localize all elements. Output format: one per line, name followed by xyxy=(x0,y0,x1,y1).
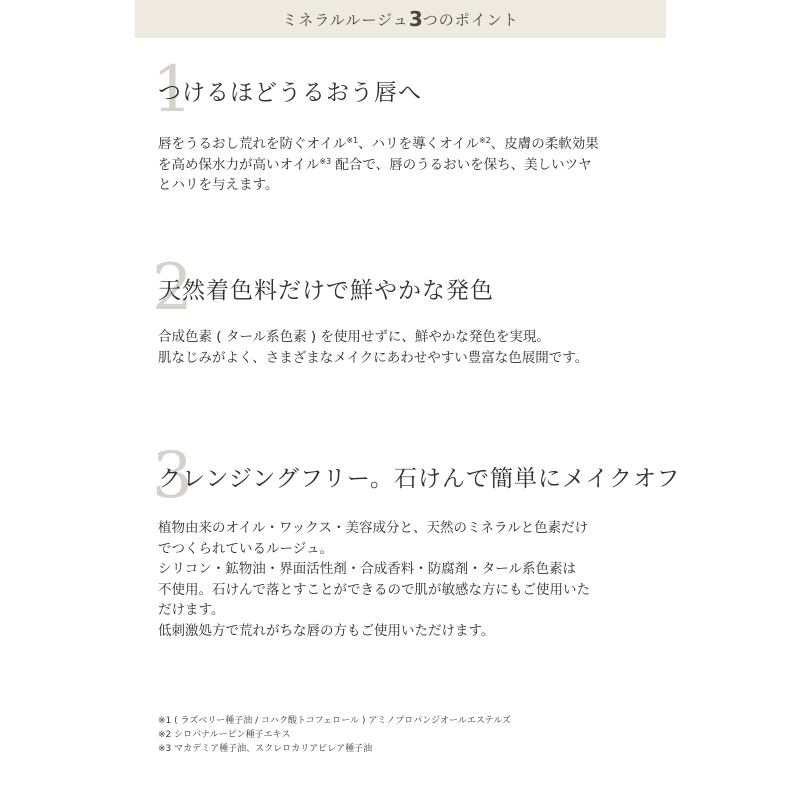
point-1-number: 1 xyxy=(152,53,193,127)
banner-prefix: ミネラルルージュ xyxy=(282,10,409,29)
points-banner xyxy=(135,0,666,38)
point-1-body xyxy=(158,134,678,196)
point-2-number: 2 xyxy=(152,251,193,325)
point-3-number: 3 xyxy=(152,439,193,513)
point-3-body xyxy=(158,518,678,641)
point-1-heading: つけるほどうるおう唇へ xyxy=(158,80,422,106)
point-3-heading: クレンジングフリー。石けんで簡単にメイクオフ xyxy=(158,466,681,492)
footnote-3: ※3 マカデミア種子油、スクレロカリアビレア種子油 xyxy=(158,744,373,754)
footnote-2: ※2 シロバナルーピン種子エキス xyxy=(158,730,291,740)
footnote-1: ※1 ( ラズベリー種子油 / コハク酸トコフェロール ) アミノプロパンジオールエステルズ xyxy=(158,716,511,726)
point-2-heading: 天然着色料だけで鮮やかな発色 xyxy=(158,278,494,304)
point-3-line-6: 低刺激処方で荒れがちな唇の方もご使用いただけます。 xyxy=(158,622,495,639)
point-1-line-3: とハリを与えます。 xyxy=(158,177,279,193)
point-1-line-2: を高め保水力が高いオイル$^{※3}$ 配合で、唇のうるおいを保ち、美しいツヤ xyxy=(158,156,592,173)
point-2-line-1: 合成色素 ( タール系色素 ) を使用せずに、鮮やかな発色を実現。 xyxy=(158,329,550,345)
footnotes xyxy=(158,714,511,756)
point-3-line-4: 不使用。石けんで落とすことができるので肌が敏感な方にもご使用いた xyxy=(158,581,590,598)
point-3-line-2: でつくられているルージュ。 xyxy=(158,540,333,557)
banner-suffix: つのポイント xyxy=(422,10,519,29)
point-2-line-2: 肌なじみがよく、さまざまなメイクにあわせやすい豊富な色展開です。 xyxy=(158,349,589,366)
point-3-line-1: 植物由来のオイル・ワックス・美容成分と、天然のミネラルと色素だけ xyxy=(158,520,589,536)
banner-number: 3 xyxy=(408,7,423,31)
point-1-line-1: 唇をうるおし荒れを防ぐオイル$^{※1}$、ハリを導くオイル$^{※2}$、皮膚の柔軟効果 xyxy=(158,136,599,152)
point-3-line-5: だけます。 xyxy=(158,602,225,618)
point-2-body xyxy=(158,327,678,368)
point-3-line-3: シリコン・鉱物油・界面活性剤・合成香料・防腐剤・タール系色素は xyxy=(158,561,576,577)
